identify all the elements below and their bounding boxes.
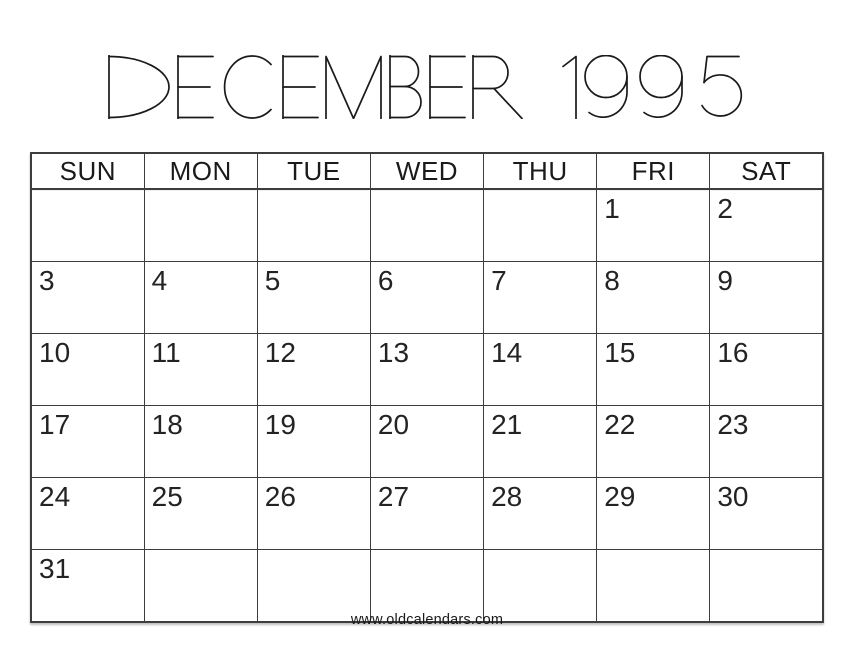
day-cell-13: 13 <box>370 334 483 406</box>
day-cell-8: 8 <box>597 262 710 334</box>
day-cell-10: 10 <box>31 334 144 406</box>
day-cell-7: 7 <box>484 262 597 334</box>
day-cell-18: 18 <box>144 406 257 478</box>
day-cell-24: 24 <box>31 478 144 550</box>
calendar-header-row <box>31 153 823 189</box>
week-row <box>31 478 823 550</box>
calendar-table <box>30 152 824 623</box>
day-header-mon: MON <box>144 153 257 189</box>
day-cell-31: 31 <box>31 550 144 623</box>
day-cell-empty <box>144 189 257 262</box>
day-cell-6: 6 <box>370 262 483 334</box>
day-header-thu: THU <box>484 153 597 189</box>
day-cell-22: 22 <box>597 406 710 478</box>
day-header-tue: TUE <box>257 153 370 189</box>
day-cell-11: 11 <box>144 334 257 406</box>
day-cell-30: 30 <box>710 478 823 550</box>
day-cell-4: 4 <box>144 262 257 334</box>
day-cell-empty <box>31 189 144 262</box>
day-cell-1: 1 <box>597 189 710 262</box>
day-header-fri: FRI <box>597 153 710 189</box>
page-title-svg <box>107 55 747 119</box>
day-cell-12: 12 <box>257 334 370 406</box>
page-title <box>0 55 854 119</box>
week-row <box>31 334 823 406</box>
day-header-sat: SAT <box>710 153 823 189</box>
day-cell-17: 17 <box>31 406 144 478</box>
day-header-sun: SUN <box>31 153 144 189</box>
footer-url: www.oldcalendars.com <box>350 612 504 628</box>
day-cell-empty <box>370 189 483 262</box>
week-row <box>31 189 823 262</box>
day-cell-15: 15 <box>597 334 710 406</box>
day-cell-3: 3 <box>31 262 144 334</box>
calendar-body <box>31 189 823 622</box>
day-cell-21: 21 <box>484 406 597 478</box>
day-cell-28: 28 <box>484 478 597 550</box>
day-cell-26: 26 <box>257 478 370 550</box>
day-cell-empty <box>484 189 597 262</box>
day-cell-25: 25 <box>144 478 257 550</box>
day-cell-2: 2 <box>710 189 823 262</box>
day-cell-9: 9 <box>710 262 823 334</box>
day-cell-16: 16 <box>710 334 823 406</box>
week-row <box>31 406 823 478</box>
day-header-wed: WED <box>370 153 483 189</box>
day-cell-14: 14 <box>484 334 597 406</box>
day-cell-5: 5 <box>257 262 370 334</box>
day-cell-empty <box>257 189 370 262</box>
day-cell-19: 19 <box>257 406 370 478</box>
week-row <box>31 262 823 334</box>
day-cell-29: 29 <box>597 478 710 550</box>
day-cell-27: 27 <box>370 478 483 550</box>
day-cell-23: 23 <box>710 406 823 478</box>
day-cell-20: 20 <box>370 406 483 478</box>
